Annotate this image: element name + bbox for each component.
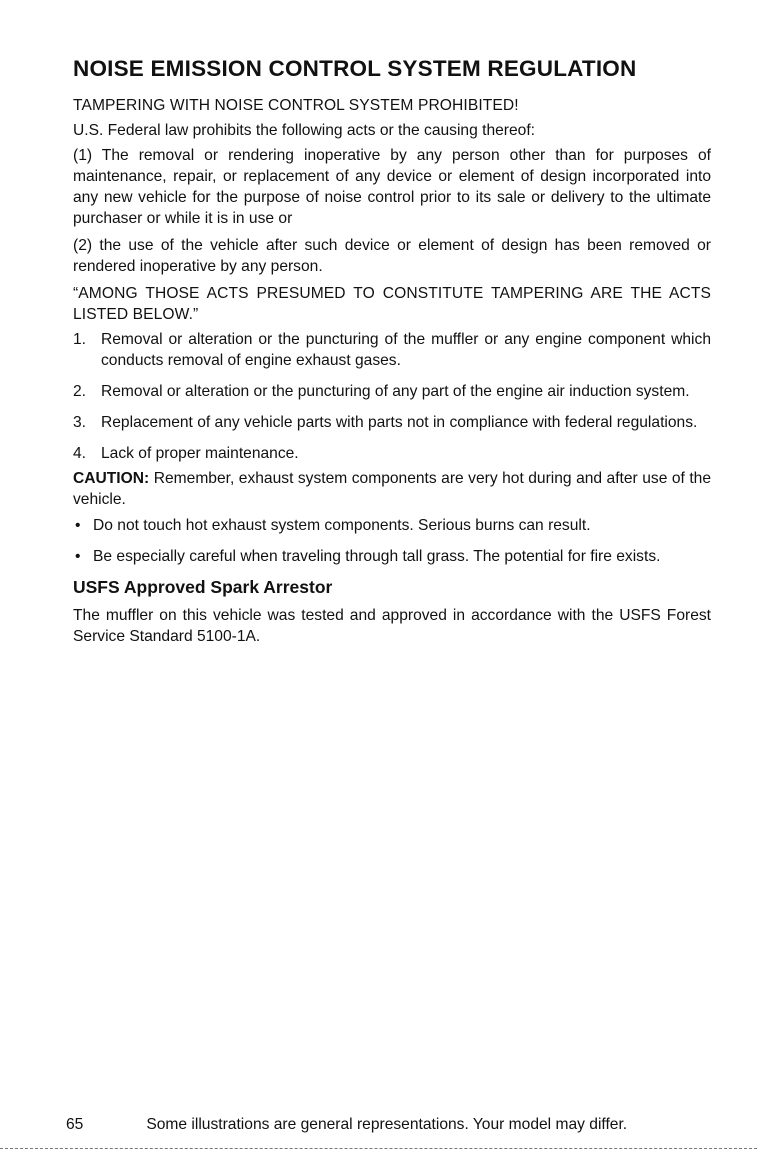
list-item-text: Lack of proper maintenance.	[101, 445, 299, 462]
federal-law-text: U.S. Federal law prohibits the following acts or the causing thereof:	[73, 122, 535, 139]
usfs-heading: USFS Approved Spark Arrestor	[73, 577, 333, 597]
list-item	[73, 412, 711, 433]
list-item-number: 2.	[73, 383, 87, 400]
list-item	[73, 381, 711, 402]
bullet-icon: •	[75, 517, 81, 534]
page-heading: NOISE EMISSION CONTROL SYSTEM REGULATION	[73, 56, 637, 81]
caution-bullet-list	[73, 515, 711, 567]
list-item-text: Replacement of any vehicle parts with parts not in compliance with federal regulations.	[101, 414, 698, 431]
tampering-acts-list	[73, 329, 711, 464]
list-item-text: Removal or alteration or the puncturing of the muffler or any engine component which conducts removal of engine exhaust gases.	[101, 331, 711, 369]
list-item-text: Removal or alteration or the puncturing of any part of the engine air induction system.	[101, 383, 690, 400]
clause-2-text: (2) the use of the vehicle after such device or element of design has been removed or rendered inoperative by any person.	[73, 237, 711, 275]
list-item	[73, 329, 711, 371]
acts-presumed-text: “AMONG THOSE ACTS PRESUMED TO CONSTITUTE TAMPERING ARE THE ACTS LISTED BELOW.”	[73, 285, 711, 323]
bullet-icon: •	[75, 548, 81, 565]
list-item	[73, 546, 711, 567]
list-item-number: 4.	[73, 445, 87, 462]
list-item-number: 3.	[73, 414, 87, 431]
list-item	[73, 443, 711, 464]
caution-text: Remember, exhaust system components are very hot during and after use of the vehicle.	[73, 470, 711, 508]
page-bottom-rule	[0, 1148, 757, 1149]
clause-1-text: (1) The removal or rendering inoperative by any person other than for purposes of maintenance, repair, or replacement of any device or element of design incorporated into any new vehicle for the purpose of noise control prior to its sale or delivery to the ultimate purchaser or while it is in use or	[73, 147, 711, 227]
tampering-title: TAMPERING WITH NOISE CONTROL SYSTEM PROHIBITED!	[73, 97, 519, 114]
manual-page	[73, 56, 711, 647]
list-item-number: 1.	[73, 331, 87, 348]
list-item-text: Be especially careful when traveling through tall grass. The potential for fire exists.	[93, 548, 661, 565]
page-footer	[66, 1114, 706, 1135]
footer-note: Some illustrations are general representations. Your model may differ.	[146, 1116, 628, 1133]
caution-paragraph	[73, 468, 711, 510]
caution-label: CAUTION:	[73, 470, 150, 487]
page-number: 65	[66, 1116, 84, 1133]
list-item-text: Do not touch hot exhaust system components. Serious burns can result.	[93, 517, 591, 534]
list-item	[73, 515, 711, 536]
usfs-text: The muffler on this vehicle was tested and approved in accordance with the USFS Forest Service Standard 5100-1A.	[73, 607, 711, 645]
